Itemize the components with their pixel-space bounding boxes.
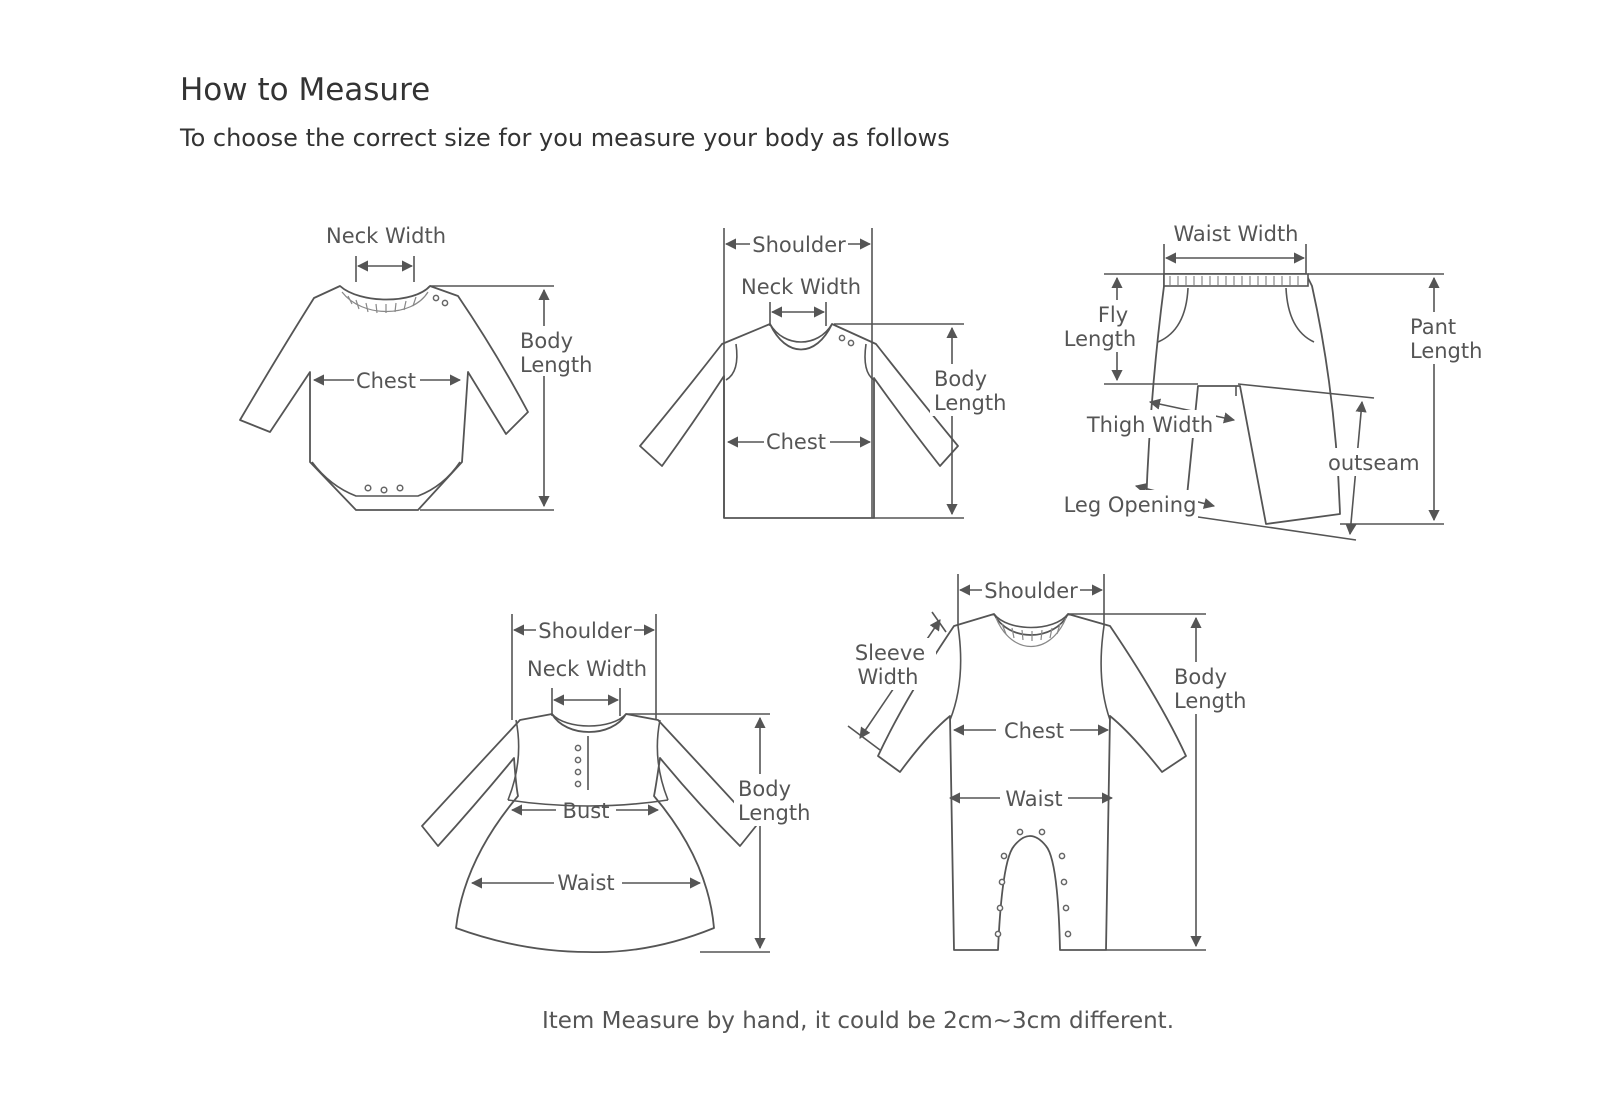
- romper-shoulder-label: Shoulder: [984, 579, 1078, 603]
- pants-waist-width-label: Waist Width: [1173, 222, 1299, 246]
- shirt-body-length-label-2: Length: [934, 391, 1007, 415]
- romper-chest-label: Chest: [1003, 719, 1065, 743]
- shirt-diagram: [640, 228, 1008, 518]
- dress-bust-label: Bust: [562, 799, 610, 823]
- pants-leg-opening-label: Leg Opening: [1063, 493, 1197, 517]
- romper-sleeve-width-label: Sleeve: [854, 641, 926, 665]
- pants-outline: [1146, 274, 1340, 524]
- pants-fly-length-label: Fly: [1097, 303, 1129, 327]
- shirt-neck-width-label: Neck Width: [740, 275, 862, 299]
- page-subtitle: To choose the correct size for you measure your body as follows: [180, 124, 950, 152]
- shirt-chest-label: Chest: [765, 430, 827, 454]
- romper-waist-label: Waist: [1005, 787, 1063, 811]
- shirt-shoulder-label: Shoulder: [752, 233, 846, 257]
- dress-waist-label: Waist: [557, 871, 615, 895]
- pants-diagram: [1064, 222, 1488, 540]
- pants-outseam-label: outseam: [1328, 451, 1420, 475]
- shirt-outline: [640, 324, 958, 518]
- bodysuit-body-length-label-2: Length: [520, 353, 593, 377]
- bodysuit-outline: [240, 286, 528, 510]
- measurement-note: Item Measure by hand, it could be 2cm~3cm different.: [541, 1008, 1175, 1034]
- pants-fly-length-label-2: Length: [1063, 327, 1137, 351]
- romper-diagram: [848, 574, 1248, 950]
- bodysuit-body-length-label: Body: [520, 329, 574, 353]
- romper-body-length-label: Body: [1174, 665, 1228, 689]
- romper-sleeve-width-label-2: Width: [857, 665, 919, 689]
- bodysuit-diagram: [240, 224, 596, 510]
- dress-outline: [422, 714, 756, 952]
- pants-pant-length-label: Pant: [1410, 315, 1457, 339]
- romper-body-length-label-2: Length: [1174, 689, 1247, 713]
- bodysuit-neck-width-label: Neck Width: [325, 224, 447, 248]
- dress-diagram: [422, 614, 812, 952]
- dress-body-length-label: Body: [738, 777, 792, 801]
- dress-body-length-label-2: Length: [738, 801, 811, 825]
- pants-thigh-width-label: Thigh Width: [1086, 413, 1214, 437]
- dress-shoulder-label: Shoulder: [538, 619, 632, 643]
- shirt-body-length-label: Body: [934, 367, 988, 391]
- page-title: How to Measure: [180, 72, 431, 108]
- pants-pant-length-label-2: Length: [1410, 339, 1483, 363]
- dress-neck-width-label: Neck Width: [526, 657, 648, 681]
- bodysuit-chest-label: Chest: [355, 369, 417, 393]
